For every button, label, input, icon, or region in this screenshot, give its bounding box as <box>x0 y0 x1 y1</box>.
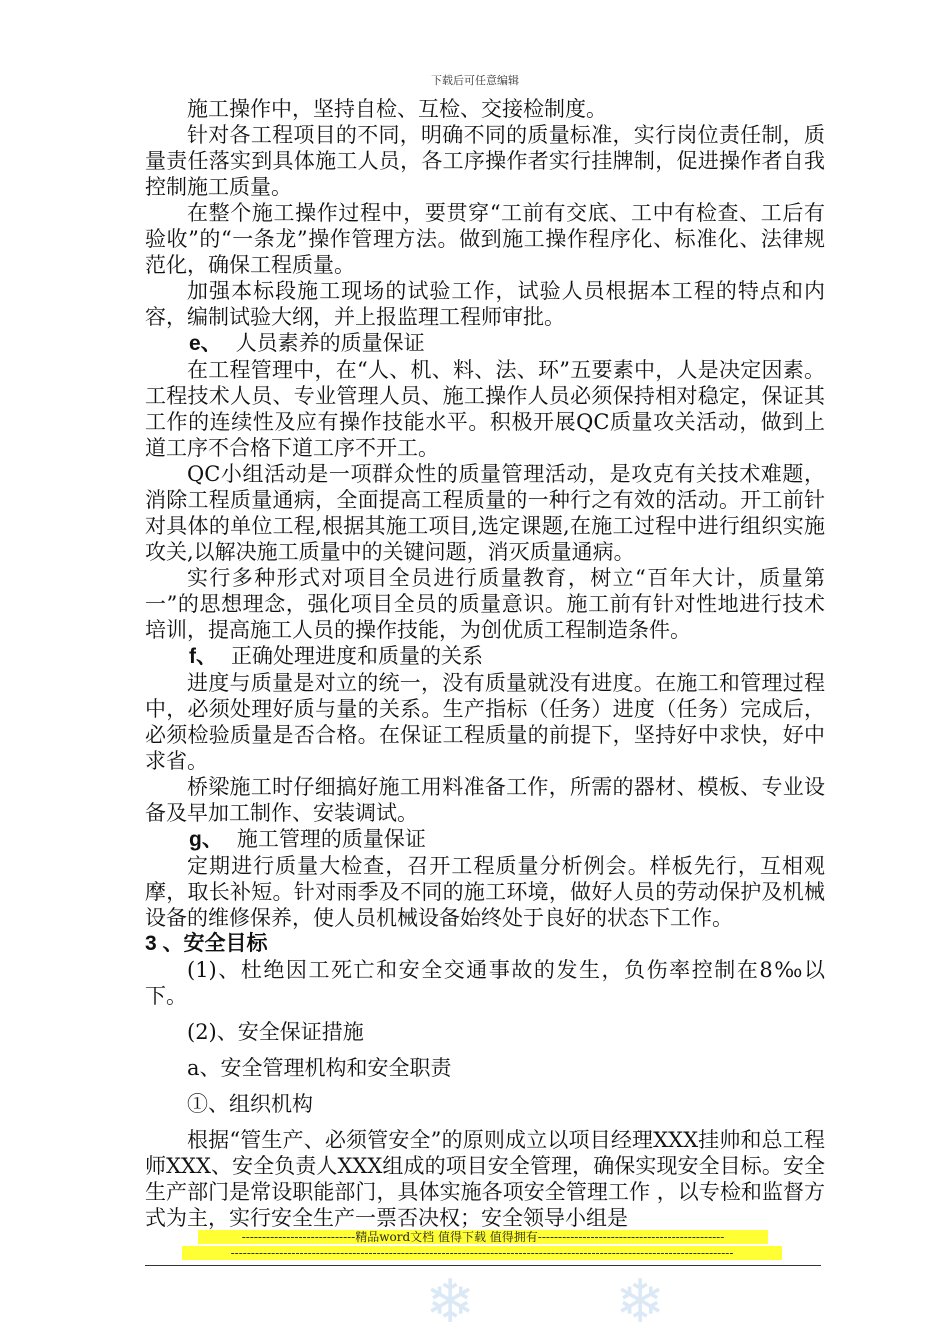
paragraph: 进度与质量是对立的统一，没有质量就没有进度。在施工和管理过程中，必须处理好质与量的关系。生产指标（任务）进度（任务）完成后，必须检验质量是否合格。在保证工程质量的前提下，坚持好中求快，好中求省。 <box>145 671 825 773</box>
subheading-f <box>145 643 825 670</box>
list-item: a、安全管理机构和安全职责 <box>187 1056 452 1080</box>
paragraph: QC小组活动是一项群众性的质量管理活动，是攻克有关技术难题，消除工程质量通病，全面提高工程质量的一种行之有效的活动。开工前针对具体的单位工程,根据其施工项目,选定课题,在施工过程中进行组织实施攻关,以解决施工质量中的关键问题，消灭质量通病。 <box>145 462 825 564</box>
snowflake-watermark-icon: ❄ <box>425 1267 476 1337</box>
footer-rule <box>145 1265 821 1266</box>
subheading-text: 正确处理进度和质量的关系 <box>231 644 483 668</box>
footer-banner: ----------------------------精品word文档 值得下载 值得拥有---------------------------------------------- <box>198 1230 768 1244</box>
paragraph: 定期进行质量大检查，召开工程质量分析例会。样板先行，互相观摩，取长补短。针对雨季及不同的施工环境，做好人员的劳动保护及机械设备的维修保养，使人员机械设备始终处于良好的状态下工作。 <box>145 854 825 930</box>
paragraph: 根据“管生产、必须管安全”的原则成立以项目经理XXX挂帅和总工程师XXX、安全负责人XXX组成的项目安全管理，确保实现安全目标。安全生产部门是常设职能部门，具体实施各项安全管理工作 ，以专检和监督方式为主，实行安全生产一票否决权；安全领导小组是 <box>145 1128 825 1230</box>
paragraph: 针对各工程项目的不同，明确不同的质量标准，实行岗位责任制，质量责任落实到具体施工人员，各工序操作者实行挂牌制，促进操作者自我控制施工质量。 <box>145 123 825 199</box>
snowflake-watermark-icon: ❄ <box>615 1267 666 1337</box>
header-note: 下载后可任意编辑 <box>431 74 519 87</box>
paragraph: 在整个施工操作过程中，要贯穿“工前有交底、工中有检查、工后有验收”的“一条龙”操作管理方法。做到施工操作程序化、标准化、法律规范化，确保工程质量。 <box>145 201 825 277</box>
list-item: (1)、杜绝因工死亡和安全交通事故的发生，负伤率控制在8‰以下。 <box>145 958 825 1008</box>
subheading-g <box>145 826 825 853</box>
list-item: (2)、安全保证措施 <box>187 1020 364 1044</box>
subheading-text: 施工管理的质量保证 <box>236 827 426 851</box>
subheading-text: 人员素养的质量保证 <box>235 331 425 355</box>
section-heading: 3 、安全目标 <box>145 932 268 955</box>
subheading-mark: f、 <box>189 645 217 668</box>
subheading-mark: e、 <box>189 332 222 355</box>
paragraph: 在工程管理中，在“人、机、料、法、环”五要素中，人是决定因素。工程技术人员、专业管理人员、施工操作人员必须保持相对稳定，保证其工作的连续性及应有操作技能水平。积极开展QC质量攻关活动，做到上道工序不合格下道工序不开工。 <box>145 358 825 460</box>
paragraph: 桥梁施工时仔细搞好施工用料准备工作，所需的器材、模板、专业设备及早加工制作、安装调试。 <box>145 775 825 825</box>
footer-banner-dashes: ---------------------------------------------------------------------------------------------------------------------------- <box>182 1246 782 1260</box>
subheading-e <box>145 330 825 357</box>
list-item: ①、组织机构 <box>187 1092 313 1116</box>
paragraph: 加强本标段施工现场的试验工作，试验人员根据本工程的特点和内容，编制试验大纲，并上报监理工程师审批。 <box>145 279 825 329</box>
paragraph: 施工操作中，坚持自检、互检、交接检制度。 <box>187 97 607 121</box>
document-body <box>145 96 825 1231</box>
subheading-mark: g、 <box>189 828 223 851</box>
paragraph: 实行多种形式对项目全员进行质量教育，树立“百年大计，质量第一”的思想理念，强化项目全员的质量意识。施工前有针对性地进行技术培训，提高施工人员的操作技能，为创优质工程制造条件。 <box>145 566 825 642</box>
